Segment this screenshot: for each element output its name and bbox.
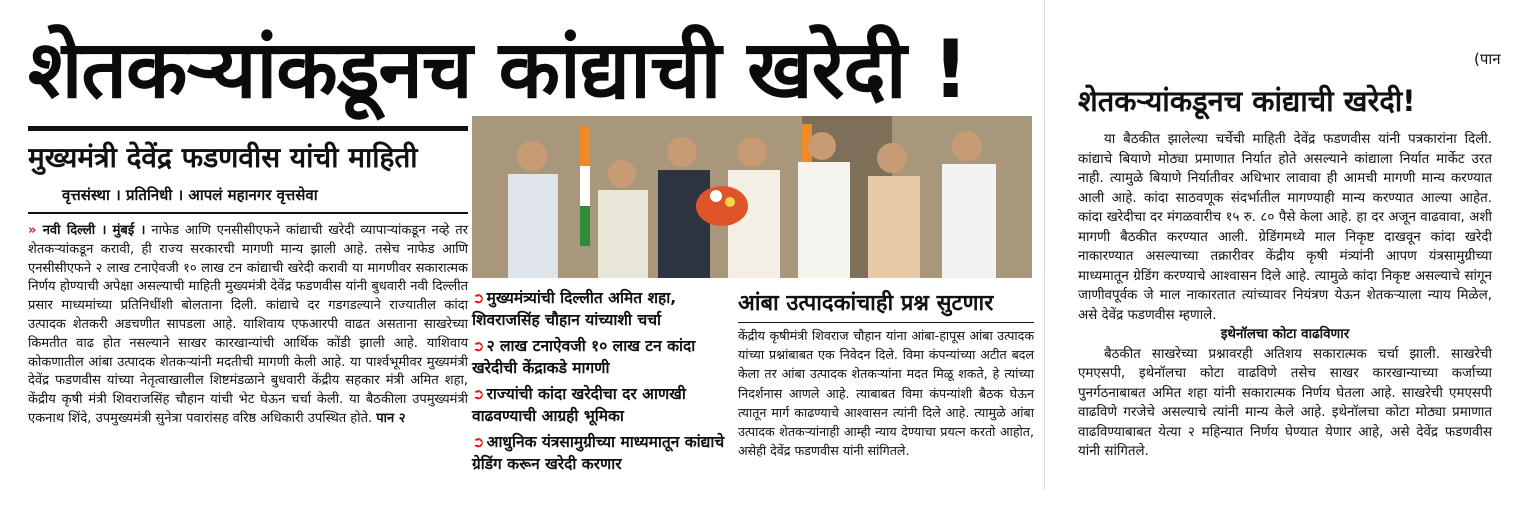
arrow-circle-icon: ➲ (472, 337, 485, 355)
article-body (28, 222, 468, 484)
page-corner-text: (पान (1474, 50, 1501, 68)
continuation-body (1078, 130, 1492, 462)
headline-rule (28, 126, 468, 131)
highlight-text: २ लाख टनाऐवजी १० लाख टन कांदा खरेदीची केंद्राकडे मागणी (472, 337, 696, 377)
dateline (28, 223, 145, 238)
byline-rule (28, 212, 468, 214)
meeting-photo-illustration (472, 116, 1032, 278)
arrow-circle-icon: ➲ (472, 385, 485, 403)
byline: वृत्तसंस्था । प्रतिनिधी । आपलं महानगर वृत्तसेवा (62, 186, 318, 204)
side-story-rule (738, 322, 1034, 323)
highlight-item (472, 432, 730, 475)
continuation-headline: शेतकऱ्यांकडूनच कांद्याची खरेदी! (1078, 84, 1416, 118)
highlight-text: आधुनिक यंत्रसामुग्रीच्या माध्यमातून कांद्याचे ग्रेडिंग करून खरेदी करणार (472, 433, 725, 473)
continuation-subheading: इथेनॉलचा कोटा वाढविणार (1220, 327, 1350, 342)
arrow-circle-icon: ➲ (472, 289, 485, 307)
side-story-body: केंद्रीय कृषीमंत्री शिवराज चौहान यांना आंबा-हापूस आंबा उत्पादक यांच्या प्रश्नांबाबत एक निवेदन दिले. विमा कंपन्यांच्या अटीत बदल केला तर आंबा उत्पादक शेतकऱ्यांना मदत मिळू शकते, हे त्यांच्या निदर्शनास आणले आहे. त्याबाबत विमा कंपन्यांशी बैठक घेऊन त्यातून मार्ग काढण्याचे आश्वासन त्यांनी दिले आहे. त्यामुळे आंबा उत्पादक शेतकऱ्यांनाही आम्ही न्याय देण्याचा प्रयत्न करतो आहोत, असेही देवेंद्र फडणवीस यांनी सांगितले. (738, 328, 1034, 459)
highlight-text: राज्यांची कांदा खरेदीचा दर आणखी वाढवण्याची आग्रही भूमिका (472, 385, 686, 425)
main-headline: शेतकऱ्यांकडूनच कांद्याची खरेदी ! (28, 23, 968, 116)
right-clipping (1062, 50, 1510, 500)
meeting-photo (472, 116, 1032, 278)
highlight-item (472, 384, 730, 427)
dateline-text: नवी दिल्ली । मुंबई । (42, 223, 146, 238)
sub-headline: मुख्यमंत्री देवेंद्र फडणवीस यांची माहिती (28, 141, 418, 174)
highlight-item (472, 288, 730, 331)
continuation-paragraph-2: बैठकीत साखरेच्या प्रश्नावरही अतिशय सकारात्मक चर्चा झाली. साखरेची एमएसपी, इथेनॉलचा कोटा वाढविणे तसेच साखर कारखान्याच्या कर्जाच्या पुनर्गठनाबाबत अमित शहा यांनी सकारात्मक निर्णय घेतला आहे. साखरेची एमएसपी वाढविणे गरजेचे असल्याचे त्यांनी मान्य केले आहे. इथेनॉलचा कोटा मोठ्या प्रमाणात वाढविण्याबाबत येत्या २ महिन्यात निर्णय घेण्यात येणार आहे, असे देवेंद्र फडणवीस यांनी सांगितले. (1078, 346, 1492, 459)
highlights-list (472, 288, 730, 484)
highlight-item (472, 336, 730, 379)
continuation-paragraph: या बैठकीत झालेल्या चर्चेची माहिती देवेंद्र फडणवीस यांनी पत्रकारांना दिली. कांद्याचे बियाणे मोठ्या प्रमाणात निर्यात होते असल्याने कांद्याला निर्यात मार्केट उरत नाही. त्यामुळे बियाणे निर्यातीवर अधिभार लावावा ही आमची मागणी मान्य करण्यात आली आहे. कांदा साठवणूक संदर्भातील मागण्याही मान्य करण्यात आल्या आहेत. कांदा खरेदीचा दर मंगळवारीच १५ रु. ८० पैसे केला आहे. हा दर अजून वाढवावा, अशी मागणी बैठकीत करण्यात आली. ग्रेडिंगमध्ये माल निकृष्ट दाखवून कांदा खरेदी नाकारण्यात असल्याच्या तक्रारीवर केंद्रीय कृषी मंत्र्यांनी आपण यंत्रसामुग्रीच्या माध्यमातून ग्रेडिंग करण्याचे आश्वासन दिले आहे. त्यामुळे कांदा निकृष्ट असल्याचे सांगून जाणीवपूर्वक जे माल नाकारतात त्यांच्यावर नियंत्रण येऊन शेतकऱ्याला न्याय मिळेल, असे देवेंद्र फडणवीस म्हणाले. (1078, 132, 1492, 323)
side-story-title: आंबा उत्पादकांचाही प्रश्न सुटणार (738, 291, 994, 316)
arrow-circle-icon: ➲ (472, 433, 485, 451)
page-reference: पान २ (376, 410, 406, 426)
highlight-text: मुख्यमंत्र्यांची दिल्लीत अमित शहा, शिवराजसिंह चौहान यांच्याशी चर्चा (472, 289, 677, 329)
body-text: नाफेड आणि एनसीसीएफने कांद्याची खरेदी व्यापाऱ्यांकडून नव्हे तर शेतकऱ्यांकडून करावी, ही राज्य सरकारची मागणी मान्य झाली आहे. तसेच नाफेड आणि एनसीसीएफने २ लाख टनाऐवजी १० लाख टन कांद्याची खरेदी करावी या मागणीवर सकारात्मक निर्णय होण्याची अपेक्षा असल्याची माहिती मुख्यमंत्री देवेंद्र फडणवीस यांनी बुधवारी नवी दिल्लीत प्रसार माध्यमांच्या प्रतिनिधींशी बोलताना दिली. कांद्याचे दर गडगडल्याने राज्यातील कांदा उत्पादक शेतकरी अडचणीत सापडला आहे. याशिवाय एफआरपी वाढत असताना साखरेच्या किमतीत वाढ होत नसल्याने साखर कारखान्यांची आर्थिक कोंडी झाली आहे. याशिवाय कोकणातील आंबा उत्पादक शेतकऱ्यांनी मदतीची मागणी केली आहे. या पार्श्वभूमीवर मुख्यमंत्री देवेंद्र फडणवीस यांच्या नेतृत्वाखालील शिष्टमंडळाने बुधवारी केंद्रीय सहकार मंत्री अमित शहा, केंद्रीय कृषी मंत्री शिवराजसिंह चौहान यांची भेट घेऊन चर्चा केली. या बैठकीला उपमुख्यमंत्री एकनाथ शिंदे, उपमुख्यमंत्री सुनेत्रा पवारांसह वरिष्ठ अधिकारी उपस्थित होते. (28, 223, 468, 426)
double-chevron-icon: » (28, 223, 37, 238)
